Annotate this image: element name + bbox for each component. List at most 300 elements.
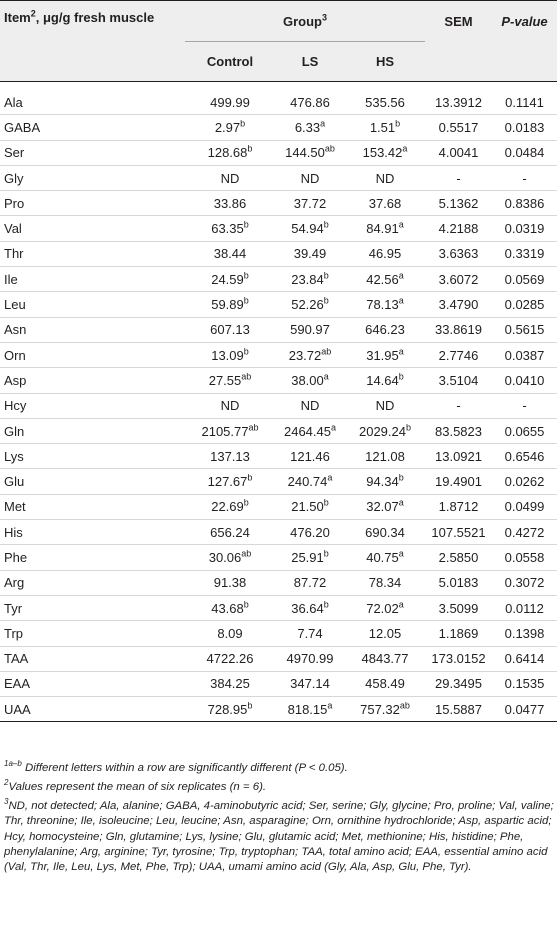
ls-value-text: 476.86 bbox=[290, 94, 330, 110]
hs-value-letter: b bbox=[398, 371, 404, 382]
sem-value-text: 15.5887 bbox=[435, 701, 482, 717]
sem-value-text: 3.5099 bbox=[438, 600, 479, 616]
hs-value bbox=[345, 342, 425, 367]
table-row bbox=[0, 393, 557, 418]
table-body bbox=[0, 82, 557, 722]
p-value-text: 0.0569 bbox=[504, 271, 545, 287]
p-value-text: 0.0387 bbox=[504, 347, 545, 363]
ls-value-letter: a bbox=[327, 700, 333, 711]
control-value bbox=[185, 267, 275, 292]
hs-value bbox=[345, 115, 425, 140]
sem-header: SEM bbox=[425, 1, 492, 42]
footnote-abbreviations bbox=[4, 799, 554, 875]
control-value-text: 728.95 bbox=[207, 701, 248, 717]
row-label bbox=[0, 115, 185, 140]
row-label bbox=[0, 342, 185, 367]
p-value bbox=[492, 621, 557, 646]
row-label-text: Asn bbox=[4, 322, 27, 338]
ls-value-text: 7.74 bbox=[297, 625, 323, 641]
ls-value bbox=[275, 140, 345, 165]
p-value-text: 0.0484 bbox=[504, 145, 545, 161]
sem-value-text: - bbox=[456, 398, 461, 414]
sem-value bbox=[425, 342, 492, 367]
hs-value bbox=[345, 165, 425, 190]
p-value bbox=[492, 469, 557, 494]
sem-value-text: 3.4790 bbox=[438, 297, 479, 313]
ls-value bbox=[275, 646, 345, 671]
item-header bbox=[0, 1, 185, 82]
ls-value bbox=[275, 90, 345, 115]
footnote-significance-text: Different letters within a row are significantly different (P < 0.05). bbox=[21, 762, 348, 774]
ls-value-text: 590.97 bbox=[290, 322, 330, 338]
footnote-abbreviations-sup: 3 bbox=[4, 797, 9, 807]
control-value-text: 8.09 bbox=[217, 625, 243, 641]
ls-value-letter: ab bbox=[321, 346, 332, 357]
ls-value-text: 4970.99 bbox=[286, 651, 334, 667]
row-label bbox=[0, 241, 185, 266]
p-value-text: 0.0285 bbox=[504, 297, 545, 313]
hs-value-text: 40.75 bbox=[366, 549, 399, 565]
table-row bbox=[0, 697, 557, 722]
p-value bbox=[492, 165, 557, 190]
sem-value-text: 13.3912 bbox=[435, 94, 482, 110]
row-label-text: Hcy bbox=[4, 398, 27, 414]
p-value bbox=[492, 646, 557, 671]
hs-value-letter: b bbox=[405, 422, 411, 433]
table-row bbox=[0, 545, 557, 570]
table-row bbox=[0, 520, 557, 545]
control-value bbox=[185, 368, 275, 393]
ls-value-text: 25.91 bbox=[291, 549, 324, 565]
control-value-text: 91.38 bbox=[213, 575, 247, 591]
control-value bbox=[185, 292, 275, 317]
hs-value bbox=[345, 545, 425, 570]
row-label bbox=[0, 165, 185, 190]
sem-value-text: 13.0921 bbox=[435, 448, 482, 464]
sem-value-text: 3.6363 bbox=[438, 246, 479, 262]
ls-value-letter: b bbox=[323, 498, 329, 509]
hs-value-text: 121.08 bbox=[365, 448, 405, 464]
control-value-letter: b bbox=[243, 498, 249, 509]
hs-value-text: 535.56 bbox=[365, 94, 405, 110]
hs-value-letter: a bbox=[398, 346, 404, 357]
ls-value-letter: b bbox=[323, 295, 329, 306]
control-value-text: 384.25 bbox=[210, 676, 250, 692]
control-value bbox=[185, 165, 275, 190]
p-value bbox=[492, 216, 557, 241]
sem-value-text: 0.5517 bbox=[438, 119, 479, 135]
hs-value-text: 32.07 bbox=[366, 499, 399, 515]
table-row bbox=[0, 317, 557, 342]
sem-value-text: 1.1869 bbox=[438, 625, 479, 641]
table-row bbox=[0, 570, 557, 595]
hs-value bbox=[345, 595, 425, 620]
table-row bbox=[0, 191, 557, 216]
table-row bbox=[0, 90, 557, 115]
p-value-text: - bbox=[522, 170, 527, 186]
hs-value bbox=[345, 267, 425, 292]
control-value-text: ND bbox=[220, 398, 240, 414]
hs-value-text: 690.34 bbox=[365, 524, 405, 540]
hs-value-text: 4843.77 bbox=[361, 651, 409, 667]
control-value bbox=[185, 621, 275, 646]
p-value-text: 0.1535 bbox=[504, 676, 545, 692]
hs-value bbox=[345, 368, 425, 393]
table-row bbox=[0, 267, 557, 292]
ls-value-letter: b bbox=[323, 270, 329, 281]
sem-value-text: 3.5104 bbox=[438, 372, 479, 388]
table-row bbox=[0, 595, 557, 620]
row-label bbox=[0, 570, 185, 595]
hs-value bbox=[345, 317, 425, 342]
row-label bbox=[0, 368, 185, 393]
row-label-text: Leu bbox=[4, 297, 26, 313]
sem-value-text: 5.1362 bbox=[438, 195, 479, 211]
control-value-text: 59.89 bbox=[211, 297, 244, 313]
hs-value-text: 14.64 bbox=[366, 372, 399, 388]
footnote-significance-sup: 1a–b bbox=[4, 759, 22, 769]
spacer-row bbox=[0, 82, 557, 91]
sem-value bbox=[425, 595, 492, 620]
sem-value-text: 1.8712 bbox=[438, 499, 479, 515]
control-value-letter: b bbox=[243, 346, 249, 357]
p-value-text: 0.0183 bbox=[504, 119, 545, 135]
control-value-letter: b bbox=[247, 143, 253, 154]
hs-value-letter: b bbox=[395, 118, 401, 129]
sem-value bbox=[425, 570, 492, 595]
control-value-letter: b bbox=[243, 295, 249, 306]
table-row bbox=[0, 216, 557, 241]
ls-value-letter: b bbox=[323, 219, 329, 230]
control-value bbox=[185, 520, 275, 545]
row-label-text: Pro bbox=[4, 195, 25, 211]
control-value-text: 30.06 bbox=[208, 549, 242, 565]
table-row bbox=[0, 621, 557, 646]
control-value-text: 38.44 bbox=[213, 246, 247, 262]
p-value-text: 0.0477 bbox=[504, 701, 545, 717]
row-label-text: Met bbox=[4, 499, 26, 515]
hs-value bbox=[345, 241, 425, 266]
p-value-text: 0.0112 bbox=[505, 600, 544, 616]
hs-value bbox=[345, 90, 425, 115]
control-value-letter: b bbox=[243, 599, 249, 610]
control-value bbox=[185, 494, 275, 519]
sem-value-text: 2.5850 bbox=[438, 549, 479, 565]
ls-value bbox=[275, 241, 345, 266]
hs-value bbox=[345, 494, 425, 519]
p-value bbox=[492, 520, 557, 545]
row-label-text: Tyr bbox=[4, 600, 23, 616]
control-value-text: 656.24 bbox=[210, 524, 250, 540]
ls-value-text: 38.00 bbox=[291, 372, 324, 388]
control-value bbox=[185, 115, 275, 140]
hs-value-text: 2029.24 bbox=[358, 423, 406, 439]
group-header-sup: 3 bbox=[321, 12, 327, 23]
hs-value bbox=[345, 216, 425, 241]
ls-value-text: 23.84 bbox=[291, 271, 324, 287]
control-value-letter: b bbox=[247, 472, 253, 483]
control-value-text: 128.68 bbox=[207, 145, 248, 161]
control-value bbox=[185, 393, 275, 418]
ls-value bbox=[275, 520, 345, 545]
sem-value bbox=[425, 494, 492, 519]
ls-value bbox=[275, 469, 345, 494]
table-header bbox=[0, 1, 557, 82]
row-label-text: Phe bbox=[4, 549, 28, 565]
sem-value-text: 2.7746 bbox=[438, 347, 479, 363]
row-label bbox=[0, 267, 185, 292]
row-label bbox=[0, 494, 185, 519]
row-label-text: His bbox=[4, 524, 23, 540]
control-value-text: 607.13 bbox=[210, 322, 250, 338]
row-label bbox=[0, 418, 185, 443]
hs-value-letter: ab bbox=[399, 700, 410, 711]
control-value bbox=[185, 342, 275, 367]
table-row bbox=[0, 115, 557, 140]
table-row bbox=[0, 469, 557, 494]
control-value-text: 2.97 bbox=[214, 119, 241, 135]
p-value bbox=[492, 90, 557, 115]
hs-value bbox=[345, 520, 425, 545]
row-label bbox=[0, 191, 185, 216]
control-value-letter: b bbox=[243, 270, 249, 281]
row-label-text: Gly bbox=[4, 170, 24, 186]
ls-value-letter: a bbox=[330, 422, 336, 433]
p-value-text: 0.4272 bbox=[504, 524, 545, 540]
p-value-text: 0.0319 bbox=[504, 221, 545, 237]
ls-value-text: 36.64 bbox=[291, 600, 324, 616]
hs-value bbox=[345, 646, 425, 671]
sem-value bbox=[425, 90, 492, 115]
hs-value bbox=[345, 469, 425, 494]
control-value-text: 499.99 bbox=[210, 94, 250, 110]
sem-value bbox=[425, 469, 492, 494]
control-value bbox=[185, 646, 275, 671]
hs-value bbox=[345, 697, 425, 722]
p-value bbox=[492, 545, 557, 570]
control-value bbox=[185, 671, 275, 696]
row-label bbox=[0, 90, 185, 115]
sem-value bbox=[425, 165, 492, 190]
hs-value bbox=[345, 418, 425, 443]
hs-header: HS bbox=[345, 42, 425, 82]
table-row bbox=[0, 494, 557, 519]
control-value bbox=[185, 216, 275, 241]
hs-value-letter: a bbox=[398, 219, 404, 230]
ls-value-letter: a bbox=[327, 472, 333, 483]
control-value bbox=[185, 545, 275, 570]
ls-value bbox=[275, 393, 345, 418]
control-value-text: 137.13 bbox=[210, 448, 250, 464]
p-value-text: 0.1398 bbox=[504, 625, 545, 641]
ls-value bbox=[275, 216, 345, 241]
hs-value-letter: a bbox=[398, 270, 404, 281]
ls-value-text: 818.15 bbox=[287, 701, 328, 717]
hs-value-text: 42.56 bbox=[366, 271, 399, 287]
hs-value bbox=[345, 671, 425, 696]
sem-value-text: - bbox=[456, 170, 461, 186]
header-blank-sem bbox=[425, 42, 492, 82]
p-value bbox=[492, 292, 557, 317]
hs-value-text: 458.49 bbox=[365, 676, 405, 692]
sem-value bbox=[425, 115, 492, 140]
sem-value bbox=[425, 621, 492, 646]
ls-value-text: 240.74 bbox=[287, 474, 328, 490]
p-value bbox=[492, 595, 557, 620]
sem-value bbox=[425, 697, 492, 722]
table-row bbox=[0, 646, 557, 671]
p-value-header bbox=[492, 1, 557, 42]
hs-value-text: 12.05 bbox=[368, 625, 402, 641]
p-value-text: 0.6414 bbox=[504, 651, 545, 667]
ls-value bbox=[275, 292, 345, 317]
ls-value bbox=[275, 494, 345, 519]
control-value-text: 43.68 bbox=[211, 600, 244, 616]
row-label bbox=[0, 317, 185, 342]
ls-value bbox=[275, 671, 345, 696]
p-value-text: 0.0410 bbox=[504, 372, 545, 388]
control-value-text: ND bbox=[220, 170, 240, 186]
group-header bbox=[185, 1, 425, 42]
row-label bbox=[0, 621, 185, 646]
row-label bbox=[0, 671, 185, 696]
ls-value-text: 347.14 bbox=[290, 676, 330, 692]
row-label-text: TAA bbox=[4, 651, 29, 667]
row-label bbox=[0, 444, 185, 469]
p-value bbox=[492, 444, 557, 469]
ls-value bbox=[275, 165, 345, 190]
control-value bbox=[185, 317, 275, 342]
row-label-text: Ala bbox=[4, 94, 23, 110]
table-row bbox=[0, 165, 557, 190]
control-value bbox=[185, 191, 275, 216]
sem-value bbox=[425, 418, 492, 443]
p-value bbox=[492, 368, 557, 393]
p-value bbox=[492, 140, 557, 165]
p-value-text: 0.3319 bbox=[504, 246, 545, 262]
p-value bbox=[492, 342, 557, 367]
hs-value-letter: a bbox=[402, 143, 408, 154]
header-blank-p bbox=[492, 42, 557, 82]
ls-value-text: 2464.45 bbox=[283, 423, 331, 439]
control-value-text: 2105.77 bbox=[201, 423, 249, 439]
p-value bbox=[492, 494, 557, 519]
control-value-letter: ab bbox=[248, 422, 259, 433]
hs-value bbox=[345, 292, 425, 317]
hs-value-text: 153.42 bbox=[362, 145, 403, 161]
control-value-text: 27.55 bbox=[208, 372, 242, 388]
item-header-sup: 2 bbox=[30, 8, 36, 19]
p-value-text: 0.0262 bbox=[504, 474, 545, 490]
control-value bbox=[185, 697, 275, 722]
hs-value-text: 72.02 bbox=[366, 600, 399, 616]
row-label-text: GABA bbox=[4, 119, 41, 135]
sem-value bbox=[425, 292, 492, 317]
sem-value-text: 29.3495 bbox=[435, 676, 482, 692]
sem-value bbox=[425, 267, 492, 292]
control-value-text: 13.09 bbox=[211, 347, 244, 363]
ls-value-letter: b bbox=[323, 548, 329, 559]
ls-value-text: ND bbox=[300, 398, 320, 414]
table-row bbox=[0, 671, 557, 696]
hs-value-text: 84.91 bbox=[366, 221, 399, 237]
ls-value-text: 87.72 bbox=[293, 575, 327, 591]
row-label-text: Asp bbox=[4, 372, 27, 388]
control-value bbox=[185, 444, 275, 469]
hs-value bbox=[345, 570, 425, 595]
ls-value-text: 23.72 bbox=[288, 347, 322, 363]
p-value-text: 0.8386 bbox=[504, 195, 545, 211]
ls-value bbox=[275, 115, 345, 140]
p-value bbox=[492, 393, 557, 418]
sem-value-text: 33.8619 bbox=[435, 322, 482, 338]
control-value bbox=[185, 595, 275, 620]
item-header-label: Item bbox=[4, 10, 31, 25]
row-label-text: Trp bbox=[4, 625, 24, 641]
ls-value bbox=[275, 570, 345, 595]
row-label bbox=[0, 520, 185, 545]
p-value bbox=[492, 671, 557, 696]
hs-value-text: 94.34 bbox=[366, 474, 399, 490]
hs-value-letter: a bbox=[398, 295, 404, 306]
ls-value bbox=[275, 545, 345, 570]
control-value-letter: b bbox=[243, 219, 249, 230]
hs-value-letter: a bbox=[398, 548, 404, 559]
p-value-text: 0.0558 bbox=[504, 549, 545, 565]
row-label-text: Ile bbox=[4, 271, 18, 287]
ls-value-text: 6.33 bbox=[294, 119, 321, 135]
p-value bbox=[492, 191, 557, 216]
ls-value bbox=[275, 444, 345, 469]
control-value-text: 24.59 bbox=[211, 271, 244, 287]
control-value-text: 33.86 bbox=[213, 195, 247, 211]
row-label bbox=[0, 393, 185, 418]
sem-value bbox=[425, 646, 492, 671]
ls-header: LS bbox=[275, 42, 345, 82]
ls-value bbox=[275, 368, 345, 393]
hs-value-text: 757.32 bbox=[360, 701, 400, 717]
row-label bbox=[0, 697, 185, 722]
ls-value-text: 144.50 bbox=[285, 145, 325, 161]
sem-value-text: 4.0041 bbox=[438, 145, 479, 161]
control-value-letter: ab bbox=[241, 371, 252, 382]
hs-value-text: 1.51 bbox=[369, 119, 396, 135]
ls-value bbox=[275, 595, 345, 620]
row-label bbox=[0, 545, 185, 570]
control-value bbox=[185, 241, 275, 266]
p-value bbox=[492, 317, 557, 342]
p-value bbox=[492, 570, 557, 595]
sem-value-text: 107.5521 bbox=[431, 524, 486, 540]
hs-value-text: 46.95 bbox=[368, 246, 402, 262]
row-label-text: Lys bbox=[4, 448, 24, 464]
ls-value-text: 54.94 bbox=[291, 221, 324, 237]
sem-value-text: 173.0152 bbox=[431, 651, 486, 667]
table-row bbox=[0, 368, 557, 393]
p-value-text: 0.0499 bbox=[504, 499, 545, 515]
row-label-text: Val bbox=[4, 221, 22, 237]
ls-value-text: 52.26 bbox=[291, 297, 324, 313]
row-label bbox=[0, 140, 185, 165]
table-row bbox=[0, 418, 557, 443]
hs-value-letter: a bbox=[398, 498, 404, 509]
control-value bbox=[185, 90, 275, 115]
hs-value-text: 37.68 bbox=[368, 195, 402, 211]
group-header-label: Group bbox=[282, 13, 322, 29]
sem-value bbox=[425, 368, 492, 393]
control-value-text: 63.35 bbox=[211, 221, 244, 237]
ls-value bbox=[275, 267, 345, 292]
